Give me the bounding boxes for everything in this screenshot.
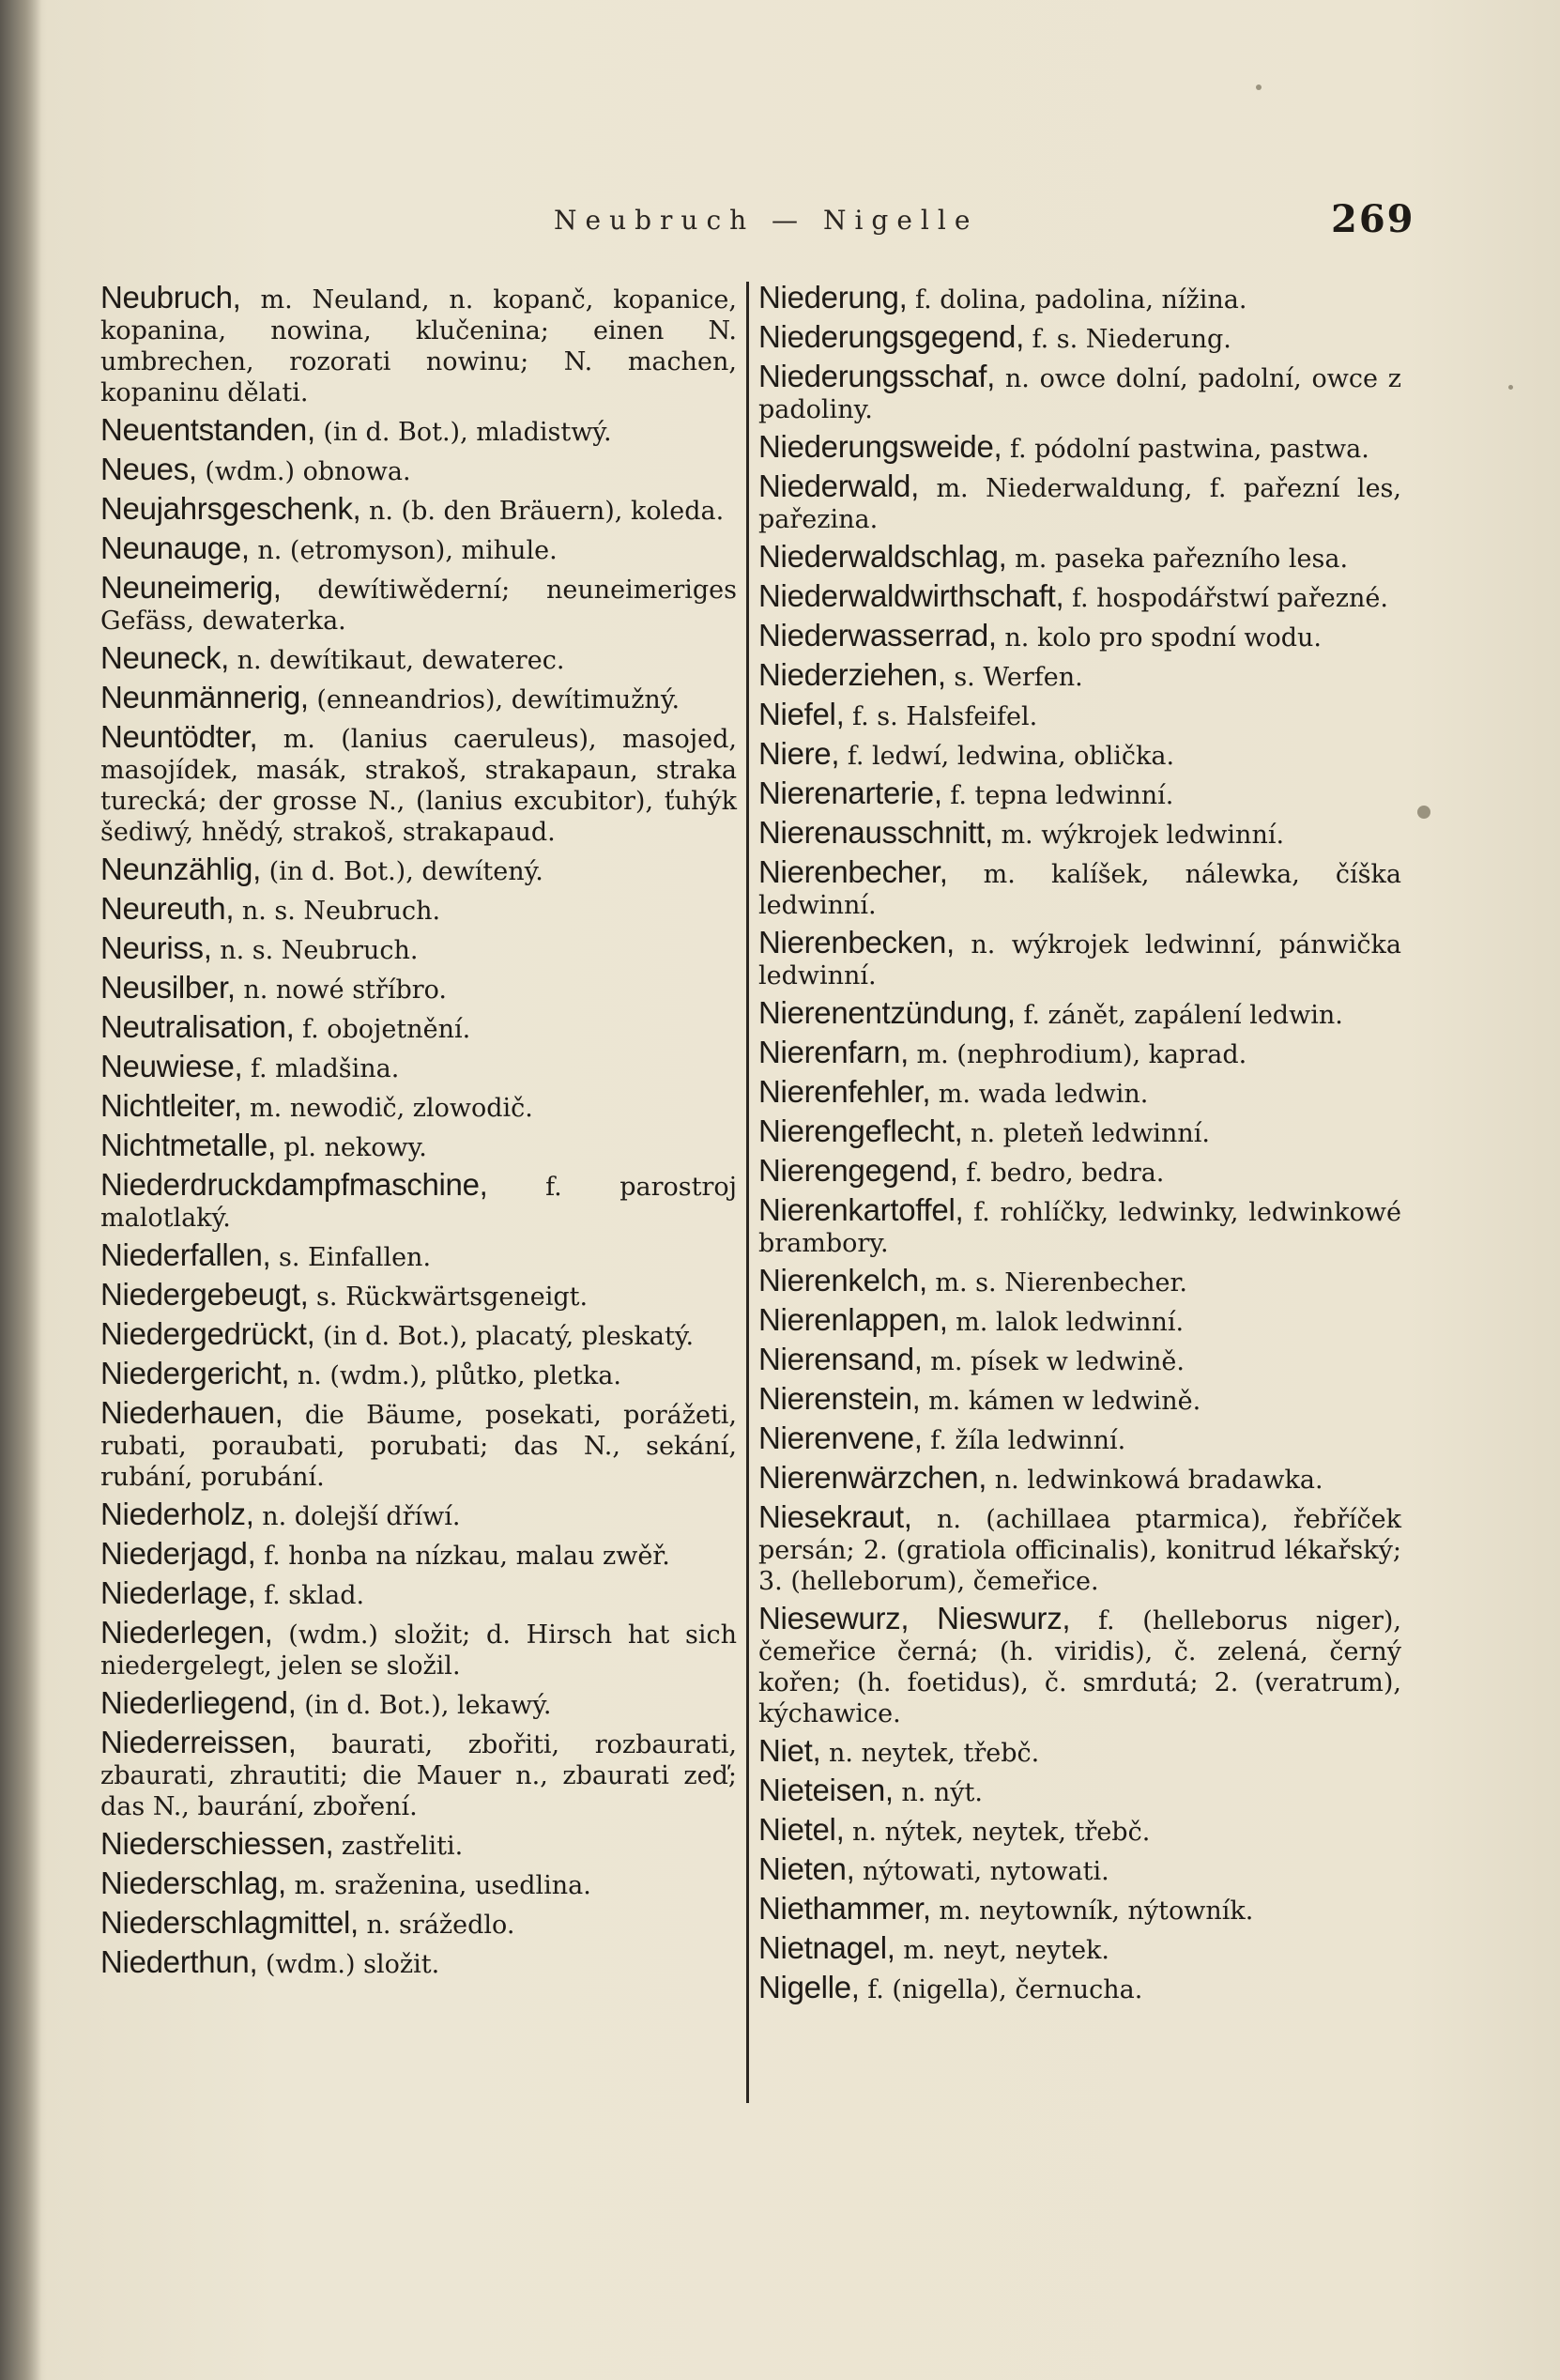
entry-headword: Niet, (758, 1733, 821, 1768)
running-title: Neubruch — Nigelle (554, 205, 979, 236)
dictionary-entry (100, 1090, 737, 1124)
dictionary-entry (758, 1501, 1401, 1597)
entry-headword: Nierengegend, (758, 1153, 958, 1188)
entry-headword: Niederschlag, (100, 1866, 286, 1900)
entry-definition: (in d. Bot.), mladistwý. (314, 418, 612, 447)
entry-headword: Niere, (758, 736, 840, 771)
entry-definition: f. parostroj malotlaký. (100, 1173, 737, 1233)
dictionary-entry (758, 1304, 1401, 1338)
entry-definition: n. dewítikaut, dewaterec. (229, 646, 565, 675)
entry-definition: f. dolina, padolina, nížina. (907, 285, 1247, 315)
dictionary-entry (100, 1577, 737, 1611)
entry-definition: m. wýkrojek ledwinní. (992, 821, 1285, 850)
entry-headword: Niefel, (758, 697, 845, 731)
entry-definition: (wdm.) obnowa. (196, 457, 411, 486)
entry-headword: Niederung, (758, 280, 908, 315)
entry-headword: Nierenkartoffel, (758, 1192, 964, 1227)
dictionary-entry (100, 1239, 737, 1273)
entry-definition: f. rohlíčky, ledwinky, ledwinkowé brambory. (758, 1198, 1401, 1258)
entry-headword: Niederungsgegend, (758, 319, 1024, 354)
entry-headword: Neunauge, (100, 530, 250, 565)
entry-headword: Niederdruckdampfmaschine, (100, 1167, 488, 1202)
entry-definition: n. pleteň ledwinní. (962, 1119, 1210, 1148)
entry-headword: Niethammer, (758, 1891, 931, 1926)
entry-headword: Niederjagd, (100, 1536, 256, 1571)
dictionary-entry (100, 1358, 737, 1391)
entry-definition: f. mladšina. (242, 1054, 400, 1083)
entry-headword: Niederreissen, (100, 1725, 297, 1759)
dictionary-entry (100, 853, 737, 887)
entry-definition: n. s. Neubruch. (234, 897, 441, 926)
dictionary-entry (758, 927, 1401, 991)
entry-definition: f. žíla ledwinní. (922, 1426, 1126, 1455)
entry-headword: Neuwiese, (100, 1049, 243, 1083)
dictionary-entry (758, 817, 1401, 851)
entry-headword: Niederliegend, (100, 1685, 297, 1720)
entry-definition: n. owce dolní, padolní, owce z padoliny. (758, 364, 1401, 424)
entry-headword: Nieteisen, (758, 1773, 894, 1807)
entry-headword: Niederungsschaf, (758, 359, 996, 393)
entry-headword: Neues, (100, 452, 197, 486)
dictionary-entry (100, 414, 737, 448)
entry-definition: m. Neuland, n. kopanč, kopanice, kopanina, nowina, klučenina; einen N. umbrechen, rozorati nowinu; N. machen, kopaninu dělati. (100, 285, 737, 407)
dictionary-entry (100, 893, 737, 927)
entry-definition: m. (lanius caeruleus), masojed, masojídek, masák, strakoš, strakapaun, straka turecká; der grosse N., (lanius excubitor), ťuhýk šediwý, hnědý, strakoš, strakapaud. (100, 725, 737, 847)
entry-headword: Nierenarterie, (758, 775, 942, 810)
entry-headword: Niederthun, (100, 1944, 258, 1979)
entry-headword: Nierenvene, (758, 1420, 923, 1455)
entry-headword: Neubruch, (100, 280, 241, 315)
entry-definition: s. Einfallen. (270, 1243, 432, 1272)
entry-definition: s. Werfen. (945, 663, 1083, 692)
dictionary-entry (100, 572, 737, 637)
entry-headword: Nierenwärzchen, (758, 1460, 987, 1495)
entry-definition: m. sraženina, usedlina. (285, 1871, 591, 1900)
entry-headword: Neujahrsgeschenk, (100, 491, 361, 526)
entry-headword: Niederlegen, (100, 1615, 273, 1650)
entry-definition: n. wýkrojek ledwinní, pánwička ledwinní. (758, 930, 1401, 990)
dictionary-entry (758, 1814, 1401, 1848)
dictionary-entry (758, 1735, 1401, 1769)
entry-headword: Neureuth, (100, 891, 235, 926)
entry-definition: f. hospodářstwí pařezné. (1063, 584, 1388, 613)
entry-definition: (enneandrios), dewítimužný. (308, 685, 681, 714)
entry-headword: Niederschiessen, (100, 1826, 334, 1861)
entry-headword: Nichtleiter, (100, 1088, 242, 1123)
entry-headword: Nierenstein, (758, 1381, 921, 1416)
dictionary-entry (758, 1893, 1401, 1927)
dictionary-entry (100, 1828, 737, 1862)
entry-headword: Neunzählig, (100, 852, 261, 886)
dictionary-entry (758, 1036, 1401, 1070)
entry-definition: n. (etromyson), mihule. (249, 536, 558, 565)
dictionary-entry (758, 541, 1401, 575)
entry-definition: (wdm.) složit; d. Hirsch hat sich niedergelegt, jelen se složil. (100, 1620, 737, 1681)
entry-headword: Neuneck, (100, 640, 230, 675)
entry-headword: Nierenlappen, (758, 1302, 948, 1337)
dictionary-entry (100, 721, 737, 848)
dictionary-entry (100, 532, 737, 566)
dictionary-entry (100, 932, 737, 966)
dictionary-entry (758, 1383, 1401, 1417)
entry-definition: f. ledwí, ledwina, oblička. (839, 742, 1175, 771)
entry-definition: m. kalíšek, nálewka, číška ledwinní. (758, 860, 1401, 920)
entry-headword: Neutralisation, (100, 1009, 295, 1044)
dictionary-entry (758, 431, 1401, 465)
dictionary-entry (100, 1946, 737, 1980)
entry-headword: Neuriss, (100, 930, 212, 965)
dictionary-entry (100, 1011, 737, 1045)
entry-headword: Nierensand, (758, 1342, 923, 1376)
entry-headword: Nierenkelch, (758, 1263, 927, 1297)
dictionary-entry (758, 1344, 1401, 1377)
entry-headword: Niedergebeugt, (100, 1277, 309, 1312)
entry-definition: zastřeliti. (333, 1832, 464, 1861)
entry-headword: Neuntödter, (100, 719, 258, 754)
left-column (100, 282, 737, 1986)
entry-definition: n. (achillaea ptarmica), řebříček persán; 2. (gratiola officinalis), konitrud lékařský; 3. (helleborum), čemeřice. (758, 1505, 1401, 1596)
entry-headword: Nietnagel, (758, 1930, 895, 1965)
dictionary-entry (100, 1727, 737, 1822)
entry-definition: baurati, zbořiti, rozbaurati, zbaurati, zhrautiti; die Mauer n., zbaurati zeď; das N., baurání, zboření. (100, 1730, 737, 1821)
entry-definition: s. Rückwärtsgeneigt. (308, 1282, 589, 1312)
page-number: 269 (1331, 197, 1415, 241)
entry-definition: f. zánět, zapálení ledwin. (1015, 1001, 1343, 1030)
right-column (758, 282, 1401, 2011)
entry-headword: Neusilber, (100, 970, 236, 1005)
entry-headword: Nierengeflecht, (758, 1113, 963, 1148)
entry-definition: m. (nephrodium), kaprad. (908, 1040, 1247, 1069)
entry-definition: f. s. Halsfeifel. (844, 702, 1038, 731)
paper-speck (1417, 806, 1430, 819)
entry-headword: Nierenfehler, (758, 1074, 931, 1109)
entry-definition: die Bäume, posekati, porážeti, rubati, poraubati, porubati; das N., sekání, rubání, porubání. (100, 1401, 737, 1492)
dictionary-entry (100, 972, 737, 1006)
dictionary-entry (758, 1194, 1401, 1259)
entry-definition: f. honba na nízkau, malau zwěř. (255, 1542, 670, 1571)
entry-definition: m. Niederwaldung, f. pařezní les, pařezina. (758, 474, 1401, 534)
entry-definition: n. neytek, třebč. (820, 1739, 1040, 1768)
dictionary-entry (100, 1051, 737, 1084)
entry-definition: n. ledwinkowá bradawka. (986, 1466, 1323, 1495)
entry-definition: m. písek w ledwině. (922, 1347, 1185, 1376)
entry-definition: f. sklad. (255, 1581, 365, 1610)
entry-headword: Niederfallen, (100, 1237, 271, 1272)
entry-definition: n. nýt. (893, 1778, 983, 1807)
entry-headword: Nierenfarn, (758, 1035, 909, 1069)
entry-definition: f. obojetnění. (294, 1015, 471, 1044)
dictionary-entry (100, 682, 737, 715)
dictionary-entry (758, 1853, 1401, 1887)
dictionary-entry (758, 580, 1401, 614)
book-spine-shadow (0, 0, 41, 2380)
entry-headword: Niederwaldschlag, (758, 539, 1007, 574)
dictionary-entry (758, 470, 1401, 535)
dictionary-entry (758, 282, 1401, 315)
entry-definition: f. pódolní pastwina, pastwa. (1002, 435, 1369, 464)
entry-definition: (in d. Bot.), dewítený. (260, 857, 543, 886)
entry-definition: f. (nigella), černucha. (859, 1975, 1143, 2004)
entry-definition: m. paseka pařezního lesa. (1006, 545, 1349, 574)
dictionary-entry (100, 493, 737, 527)
dictionary-entry (758, 856, 1401, 921)
entry-headword: Niederhauen, (100, 1395, 283, 1430)
entry-headword: Neunmännerig, (100, 680, 309, 714)
dictionary-entry (100, 1617, 737, 1681)
entry-headword: Niederlage, (100, 1575, 256, 1610)
entry-headword: Niederungsweide, (758, 429, 1002, 464)
entry-definition: f. bedro, bedra. (957, 1159, 1165, 1188)
dictionary-entry (758, 1422, 1401, 1456)
paper-speck (1508, 385, 1513, 390)
dictionary-entry (100, 1279, 737, 1313)
entry-definition: m. lalok ledwinní. (947, 1308, 1185, 1337)
entry-headword: Niederholz, (100, 1497, 254, 1531)
dictionary-entry (100, 1129, 737, 1163)
entry-definition: n. s. Neubruch. (211, 936, 419, 965)
entry-headword: Nierenbecken, (758, 925, 955, 960)
entry-headword: Niederwaldwirthschaft, (758, 578, 1064, 613)
dictionary-entry (758, 1603, 1401, 1729)
entry-definition: f. (helleborus niger), čemeřice černá; (h. viridis), č. zelená, černý kořen; (h. foetidus), č. smrdutá; 2. (veratrum), kýchawice. (758, 1606, 1401, 1728)
dictionary-entry (758, 738, 1401, 772)
entry-headword: Nierenentzündung, (758, 995, 1016, 1030)
entry-definition: n. dolejší dříwí. (253, 1502, 461, 1531)
dictionary-entry (758, 620, 1401, 653)
entry-definition: f. tepna ledwinní. (941, 781, 1174, 810)
entry-definition: n. nowé stříbro. (235, 975, 448, 1005)
dictionary-entry (100, 1687, 737, 1721)
dictionary-entry (100, 282, 737, 408)
entry-headword: Neuneimerig, (100, 570, 282, 605)
dictionary-entry (758, 1155, 1401, 1189)
dictionary-entry (758, 777, 1401, 811)
entry-definition: (wdm.) složit. (257, 1950, 440, 1979)
page-header (0, 197, 1560, 244)
entry-definition: m. s. Nierenbecher. (926, 1268, 1187, 1297)
entry-headword: Niedergedrückt, (100, 1316, 315, 1351)
entry-headword: Nierenausschnitt, (758, 815, 993, 850)
entry-headword: Nierenbecher, (758, 854, 948, 889)
entry-definition: pl. nekowy. (275, 1133, 427, 1162)
entry-headword: Niesewurz, Nieswurz, (758, 1601, 1071, 1635)
entry-definition: m. neyt, neytek. (895, 1936, 1109, 1965)
entry-definition: (in d. Bot.), placatý, pleskatý. (314, 1322, 695, 1351)
entry-headword: Nieten, (758, 1851, 855, 1886)
entry-definition: nýtowati, nytowati. (854, 1857, 1109, 1886)
entry-headword: Niederziehen, (758, 657, 946, 692)
entry-headword: Niesekraut, (758, 1499, 912, 1534)
dictionary-entry (758, 1774, 1401, 1808)
entry-definition: n. srážedlo. (358, 1911, 515, 1940)
entry-definition: m. newodič, zlowodič. (241, 1094, 533, 1123)
entry-definition: n. nýtek, neytek, třebč. (844, 1818, 1151, 1847)
entry-definition: m. wada ledwin. (930, 1080, 1149, 1109)
dictionary-entry (758, 361, 1401, 425)
dictionary-entry (758, 997, 1401, 1031)
entry-headword: Niederschlagmittel, (100, 1905, 359, 1940)
dictionary-entry (758, 1265, 1401, 1298)
entry-headword: Niederwald, (758, 468, 919, 503)
dictionary-entry (100, 1498, 737, 1532)
dictionary-entry (100, 1318, 737, 1352)
entry-definition: (in d. Bot.), lekawý. (296, 1691, 552, 1720)
dictionary-entry (100, 453, 737, 487)
dictionary-entry (100, 642, 737, 676)
entry-definition: n. kolo pro spodní wodu. (996, 623, 1322, 653)
entry-headword: Nietel, (758, 1812, 845, 1847)
dictionary-entry (758, 1076, 1401, 1110)
entry-definition: n. (wdm.), plůtko, pletka. (289, 1361, 621, 1390)
entry-definition: f. s. Niederung. (1023, 325, 1231, 354)
column-divider (746, 282, 749, 2103)
dictionary-entry (758, 699, 1401, 732)
dictionary-entry (758, 1972, 1401, 2005)
entry-definition: n. (b. den Bräuern), koleda. (360, 497, 725, 526)
entry-headword: Nigelle, (758, 1970, 860, 2004)
dictionary-entry (758, 321, 1401, 355)
dictionary-entry (758, 1462, 1401, 1496)
entry-headword: Neuentstanden, (100, 412, 315, 447)
entry-headword: Niederwasserrad, (758, 618, 997, 653)
dictionary-entry (100, 1397, 737, 1493)
entry-definition: m. neytowník, nýtowník. (930, 1896, 1254, 1926)
paper-speck (1256, 84, 1262, 90)
entry-definition: dewítiwěderní; neuneimeriges Gefäss, dewaterka. (100, 576, 737, 636)
entry-headword: Niedergericht, (100, 1356, 290, 1390)
dictionary-entry (100, 1538, 737, 1572)
dictionary-entry (758, 659, 1401, 693)
entry-definition: m. kámen w ledwině. (920, 1387, 1201, 1416)
dictionary-entry (100, 1867, 737, 1901)
entry-headword: Nichtmetalle, (100, 1128, 276, 1162)
dictionary-entry (758, 1932, 1401, 1966)
dictionary-entry (100, 1907, 737, 1941)
dictionary-entry (100, 1169, 737, 1234)
dictionary-entry (758, 1115, 1401, 1149)
